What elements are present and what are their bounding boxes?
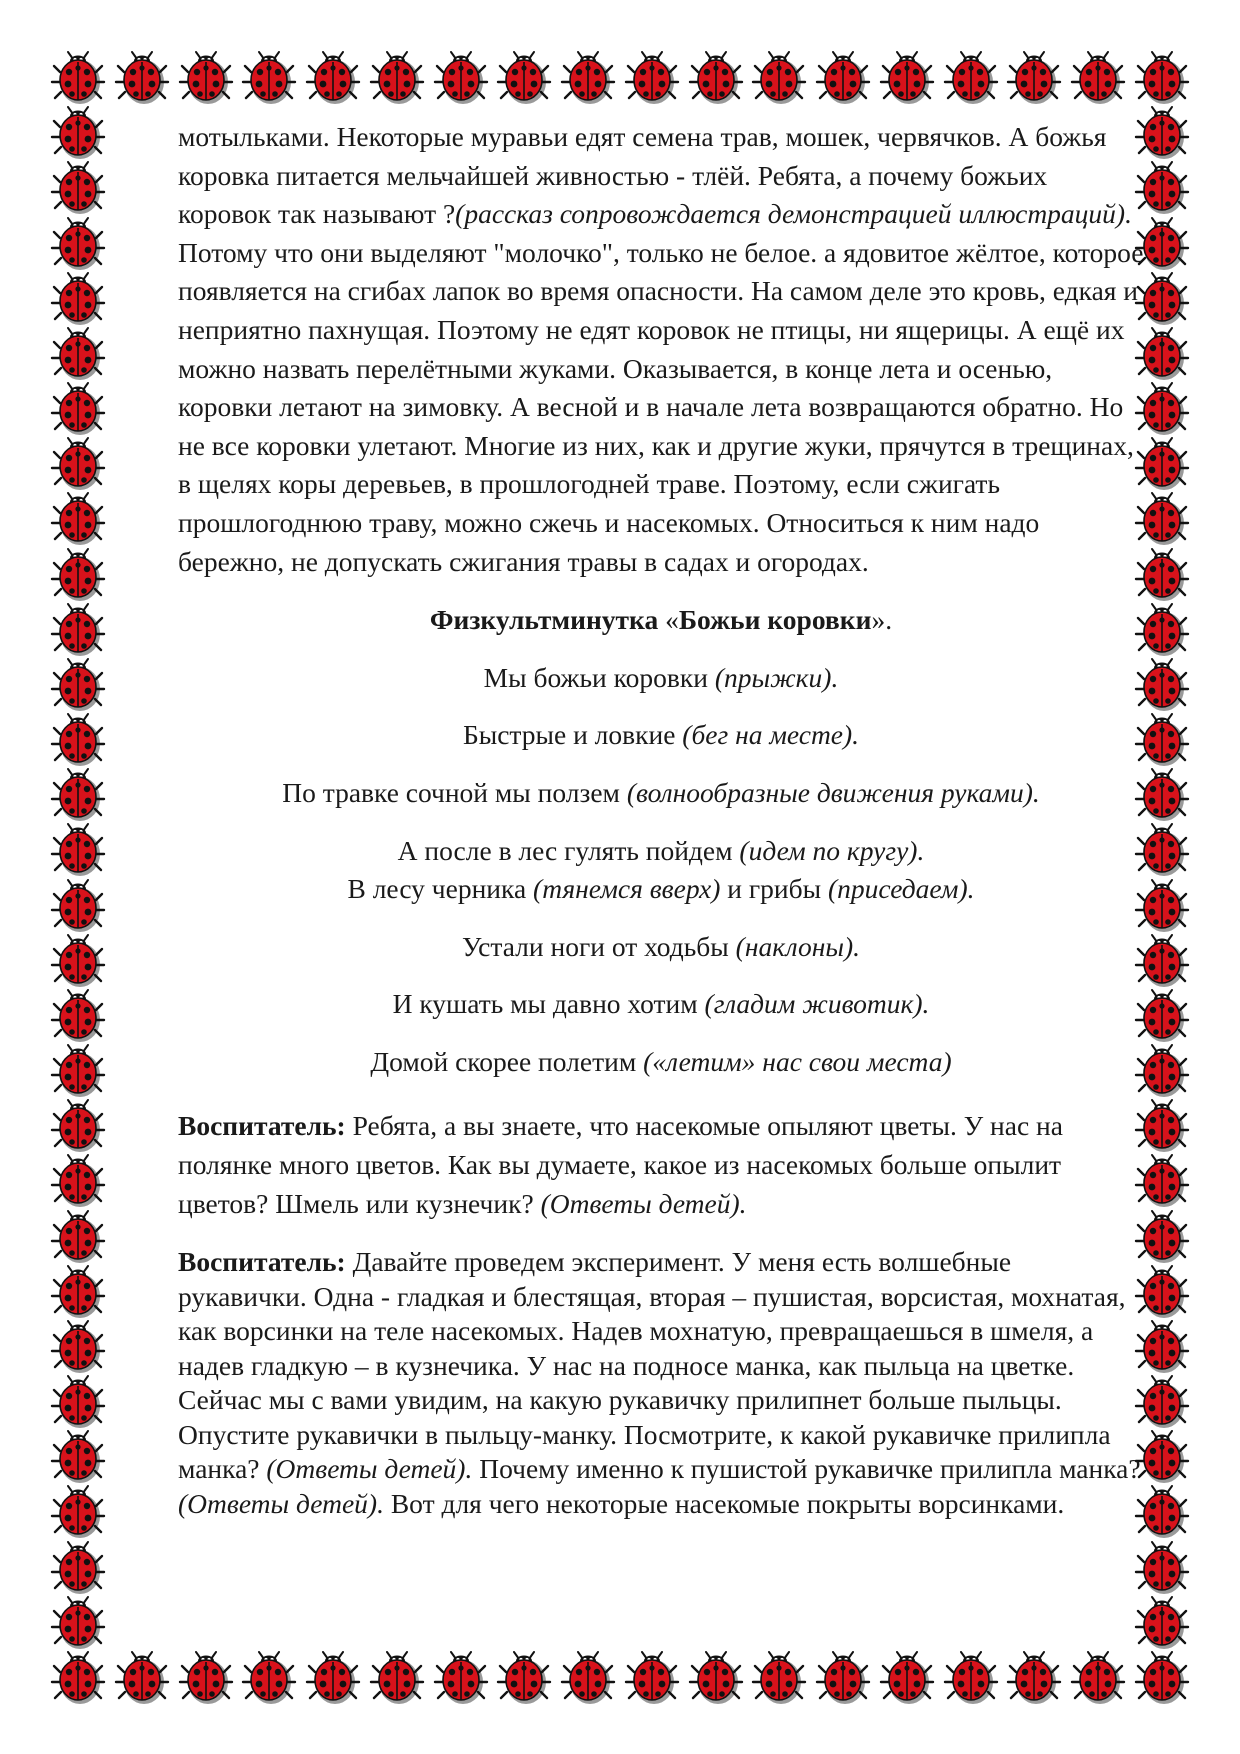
ladybug-icon: [52, 162, 104, 214]
ladybug-icon: [371, 1652, 423, 1704]
ladybug-icon: [52, 273, 104, 325]
verse-note: (наклоны).: [735, 930, 860, 962]
ladybug-icon: [753, 1652, 805, 1704]
ladybug-icon: [52, 880, 104, 932]
ladybug-icon: [307, 52, 359, 104]
verse-text: Мы божьи коровки: [483, 661, 715, 693]
heading-close-quote: »: [871, 604, 886, 636]
ladybug-icon: [116, 52, 168, 104]
ladybug-icon: [626, 1652, 678, 1704]
ladybug-icon: [52, 604, 104, 656]
verse-note: (бег на месте).: [682, 719, 860, 751]
speaker-label: Воспитатель:: [178, 1246, 346, 1278]
ladybug-icon: [52, 52, 104, 104]
ladybug-icon: [52, 328, 104, 380]
ladybug-icon: [52, 769, 104, 821]
verse-line: [178, 1043, 1144, 1082]
ladybug-icon: [116, 1652, 168, 1704]
ladybug-icon: [52, 1155, 104, 1207]
ladybug-icon: [817, 52, 869, 104]
verse-text: Устали ноги от ходьбы: [462, 930, 736, 962]
ladybug-icon: [817, 1652, 869, 1704]
dialog-paragraph: [178, 1107, 1144, 1223]
verse-text: и грибы: [720, 873, 828, 905]
ladybug-icon: [52, 714, 104, 766]
verse-text: Домой скорее полетим: [370, 1045, 644, 1077]
verse-line: [178, 985, 1144, 1024]
verse-line: [178, 716, 1144, 755]
dialog-text: Вот для чего некоторые насекомые покрыты ворсинками.: [383, 1487, 1065, 1519]
verse-line: [178, 774, 1144, 813]
verse-line: [178, 832, 1144, 871]
ladybug-icon: [52, 493, 104, 545]
ladybug-icon: [1008, 52, 1060, 104]
ladybug-icon: [881, 1652, 933, 1704]
ladybug-icon: [945, 1652, 997, 1704]
ladybug-icon: [52, 1211, 104, 1263]
ladybug-icon: [498, 52, 550, 104]
ladybug-icon: [626, 52, 678, 104]
ladybug-icon: [1136, 1542, 1188, 1594]
dialog-paragraph: [178, 1245, 1144, 1521]
ladybug-icon: [52, 824, 104, 876]
dialog-text: Давайте проведем эксперимент. У меня есть волшебные рукавички. Одна - гладкая и блестящая, вторая – пушистая, ворсистая, мохнатая, как ворсинки на теле насекомых. Надев мохнатую, превращаешься в шмеля, а надев гладкую – в кузнечика. У нас на подносе манка, как пыльца на цветке. Сейчас мы с вами увидим, на какую рукавичку прилипнет больше пыльцы. Опустите рукавички в пыльцу-манку. Посмотрите, к какой рукавичке прилипла манка?: [178, 1246, 1126, 1485]
heading-suffix: .: [885, 604, 893, 636]
verse-note: (идем по кругу).: [739, 834, 925, 866]
ladybug-icon: [52, 935, 104, 987]
ladybug-icon: [753, 52, 805, 104]
document-body: [178, 118, 1144, 1521]
ladybug-icon: [1136, 52, 1188, 104]
verse-text: В лесу черника: [347, 873, 534, 905]
ladybug-icon: [435, 52, 487, 104]
ladybug-icon: [52, 1266, 104, 1318]
ladybug-icon: [52, 1542, 104, 1594]
dialog-note: (Ответы детей).: [540, 1187, 747, 1219]
ladybug-icon: [498, 1652, 550, 1704]
verse-note: (тянемся вверх): [533, 873, 721, 905]
intro-text-1: мотыльками. Некоторые муравьи едят семена трав, мошек, червячков. А божья коровка питается мельчайшей живностью - тлёй. Ребята, а почему божьих коровок так называют ?: [178, 121, 1107, 230]
verse-line: [178, 928, 1144, 967]
ladybug-icon: [690, 52, 742, 104]
verse-line: [178, 870, 1144, 909]
ladybug-icon: [690, 1652, 742, 1704]
ladybug-icon: [435, 1652, 487, 1704]
verse-text: По травке сочной мы ползем: [282, 776, 627, 808]
verse-text: И кушать мы давно хотим: [392, 988, 705, 1020]
ladybug-icon: [52, 549, 104, 601]
intro-note: (рассказ сопровождается демонстрацией иллюстраций).: [455, 198, 1132, 230]
ladybug-icon: [52, 1100, 104, 1152]
ladybug-icon: [307, 1652, 359, 1704]
ladybug-icon: [945, 52, 997, 104]
dialog-text: Ребята, а вы знаете, что насекомые опыляют цветы. У нас на полянке много цветов. Как вы думаете, какое из насекомых больше опылит цветов? Шмель или кузнечик?: [178, 1110, 1063, 1219]
ladybug-icon: [52, 107, 104, 159]
ladybug-icon: [243, 1652, 295, 1704]
verse-note: (волнообразные движения руками).: [626, 776, 1040, 808]
ladybug-icon: [371, 52, 423, 104]
ladybug-icon: [1072, 52, 1124, 104]
verse-note: (прыжки).: [714, 661, 839, 693]
ladybug-icon: [52, 1321, 104, 1373]
ladybug-icon: [52, 1652, 104, 1704]
ladybug-icon: [52, 1431, 104, 1483]
ladybug-icon: [562, 52, 614, 104]
verse-text: А после в лес гулять пойдем: [397, 834, 740, 866]
ladybug-icon: [52, 218, 104, 270]
ladybug-icon: [1008, 1652, 1060, 1704]
ladybug-icon: [52, 990, 104, 1042]
intro-paragraph: [178, 118, 1144, 581]
verse-note: (приседаем).: [827, 873, 975, 905]
dialog-note: (Ответы детей).: [178, 1487, 384, 1519]
section-heading: [178, 601, 1144, 640]
dialog-note: (Ответы детей).: [266, 1453, 473, 1485]
ladybug-icon: [52, 1597, 104, 1649]
heading-title: Божьи коровки: [678, 604, 872, 636]
dialog-text: Почему именно к пушистой рукавичке прилипла манка?: [472, 1453, 1141, 1485]
verse-note: (гладим животик).: [704, 988, 930, 1020]
heading-open-quote: «: [665, 604, 679, 636]
ladybug-icon: [243, 52, 295, 104]
ladybug-icon: [52, 659, 104, 711]
ladybug-icon: [180, 52, 232, 104]
ladybug-icon: [881, 52, 933, 104]
ladybug-icon: [1072, 1652, 1124, 1704]
ladybug-icon: [52, 1376, 104, 1428]
verse-text: Быстрые и ловкие: [462, 719, 683, 751]
ladybug-icon: [52, 1486, 104, 1538]
verse-note: («летим» нас свои места): [643, 1045, 952, 1077]
ladybug-icon: [1136, 1652, 1188, 1704]
ladybug-icon: [52, 383, 104, 435]
ladybug-icon: [562, 1652, 614, 1704]
ladybug-icon: [1136, 1597, 1188, 1649]
verse-line: [178, 659, 1144, 698]
speaker-label: Воспитатель:: [178, 1110, 346, 1142]
ladybug-icon: [52, 1045, 104, 1097]
ladybug-icon: [52, 438, 104, 490]
intro-text-2: Потому что они выделяют "молочко", только не белое. а ядовитое жёлтое, которое появляется на сгибах лапок во время опасности. На самом деле это кровь, едкая и неприятно пахнущая. Поэтому не едят коровок не птицы, ни ящерицы. А ещё их можно назвать перелётными жуками. Оказывается, в конце лета и осенью, коровки летают на зимовку. А весной и в начале лета возвращаются обратно. Но не все коровки улетают. Многие из них, как и другие жуки, прячутся в трещинах, в щелях коры деревьев, в прошлогодней траве. Поэтому, если сжигать прошлогоднюю траву, можно сжечь и насекомых. Относиться к ним надо бережно, не допускать сжигания травы в садах и огородах.: [178, 236, 1144, 577]
heading-prefix: Физкультминутка: [429, 604, 666, 636]
ladybug-icon: [180, 1652, 232, 1704]
